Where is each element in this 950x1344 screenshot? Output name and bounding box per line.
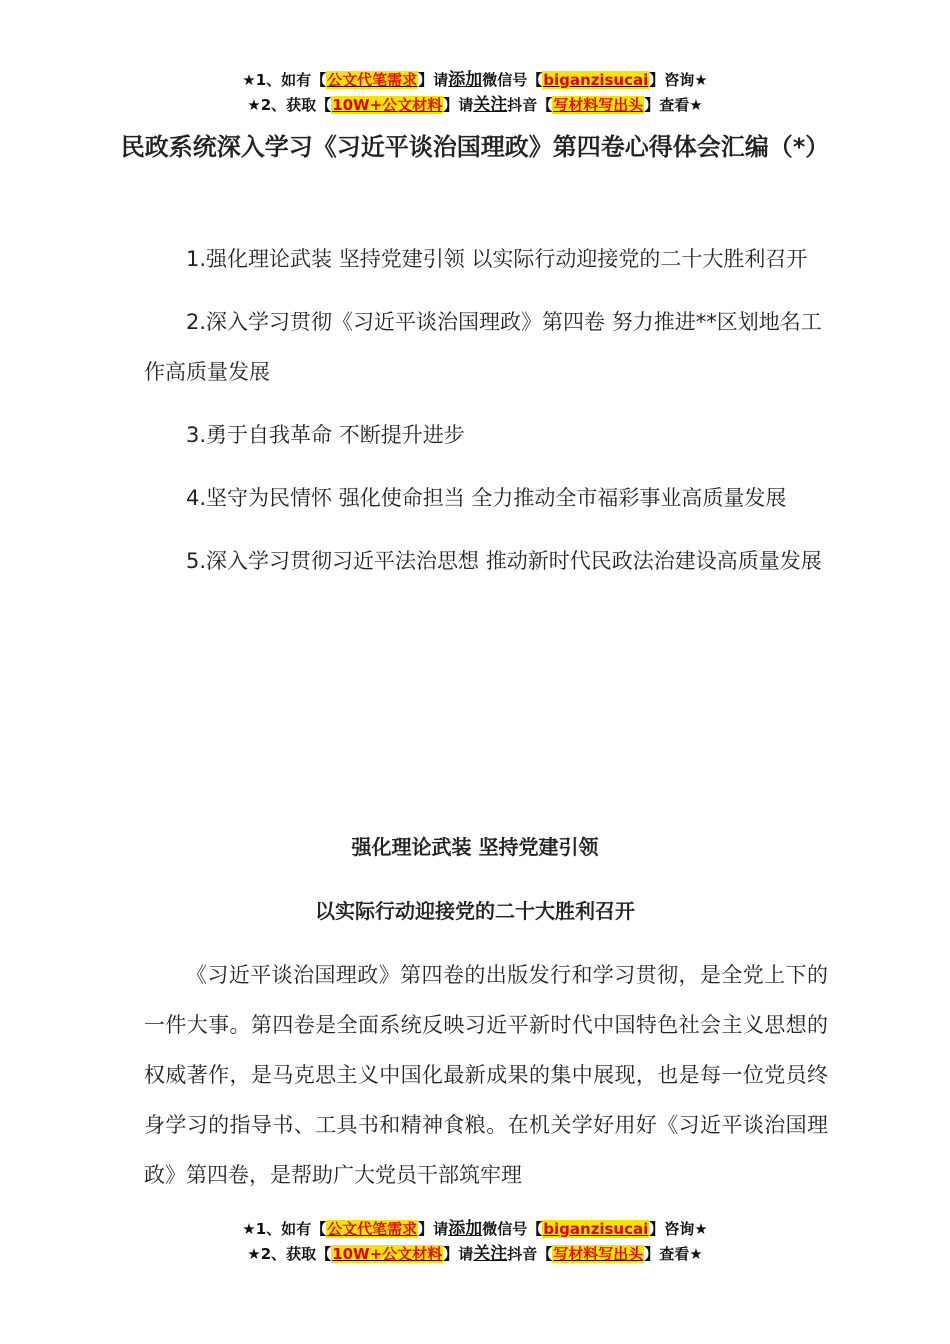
promo-text: 】请 — [443, 96, 474, 114]
promo-highlight: 10W+公文材料 — [332, 1245, 443, 1263]
promo-highlight: 10W+公文材料 — [332, 96, 443, 114]
toc-item: 3.勇于自我革命 不断提升进步 — [186, 423, 465, 447]
promo-highlight: 公文代笔需求 — [327, 1220, 418, 1238]
promo-text: 微信号【 — [482, 71, 543, 89]
promo-text: ★1、如有【 — [242, 71, 327, 89]
promo-text: 抖音【 — [507, 96, 553, 114]
promo-text: 微信号【 — [482, 1220, 543, 1238]
promo-line-1 — [0, 68, 950, 93]
toc-item: 5.深入学习贯彻习近平法治思想 推动新时代民政法治建设高质量发展 — [186, 549, 822, 573]
promo-highlight-douyin: 写材料写出头 — [553, 1245, 644, 1263]
promo-text: 】请 — [443, 1245, 474, 1263]
section-title-line-2: 以实际行动迎接党的二十大胜利召开 — [315, 899, 635, 923]
promo-underline: 添加 — [448, 70, 483, 90]
promo-text: 】咨询★ — [649, 71, 708, 89]
toc-item: 2.深入学习贯彻《习近平谈治国理政》第四卷 努力推进**区划地名工作高质量发展 — [144, 310, 822, 384]
promo-banner-bottom — [0, 1217, 950, 1267]
promo-text: 】查看★ — [644, 1245, 703, 1263]
promo-text: 】请 — [418, 71, 449, 89]
promo-highlight-douyin: 写材料写出头 — [553, 96, 644, 114]
promo-underline: 添加 — [448, 1219, 483, 1239]
promo-underline: 关注 — [473, 1244, 508, 1264]
promo-line-2 — [0, 1242, 950, 1267]
section-paragraph: 《习近平谈治国理政》第四卷的出版发行和学习贯彻，是全党上下的一件大事。第四卷是全面系统反映习近平新时代中国特色社会主义思想的权威著作，是马克思主义中国化最新成果的集中展现，也是每一位党员终身学习的指导书、工具书和精神食粮。在机关学好用好《习近平谈治国理政》第四卷，是帮助广大党员干部筑牢理 — [144, 963, 828, 1187]
promo-text: 】请 — [418, 1220, 449, 1238]
promo-highlight: 公文代笔需求 — [327, 71, 418, 89]
promo-text: ★1、如有【 — [242, 1220, 327, 1238]
promo-banner-top — [0, 68, 950, 118]
promo-highlight-wechat: biganzisucai — [543, 71, 649, 89]
promo-text: ★2、获取【 — [247, 1245, 332, 1263]
toc-item: 4.坚守为民情怀 强化使命担当 全力推动全市福彩事业高质量发展 — [186, 486, 787, 510]
document-title: 民政系统深入学习《习近平谈治国理政》第四卷心得体会汇编（*） — [120, 133, 830, 161]
toc-item: 1.强化理论武装 坚持党建引领 以实际行动迎接党的二十大胜利召开 — [186, 247, 808, 271]
promo-text: 】查看★ — [644, 96, 703, 114]
promo-line-2 — [0, 93, 950, 118]
table-of-contents — [144, 234, 824, 599]
section-title-line-1: 强化理论武装 坚持党建引领 — [351, 835, 599, 859]
promo-text: 】咨询★ — [649, 1220, 708, 1238]
promo-underline: 关注 — [473, 95, 508, 115]
promo-highlight-wechat: biganzisucai — [543, 1220, 649, 1238]
promo-line-1 — [0, 1217, 950, 1242]
promo-text: 抖音【 — [507, 1245, 553, 1263]
promo-text: ★2、获取【 — [247, 96, 332, 114]
